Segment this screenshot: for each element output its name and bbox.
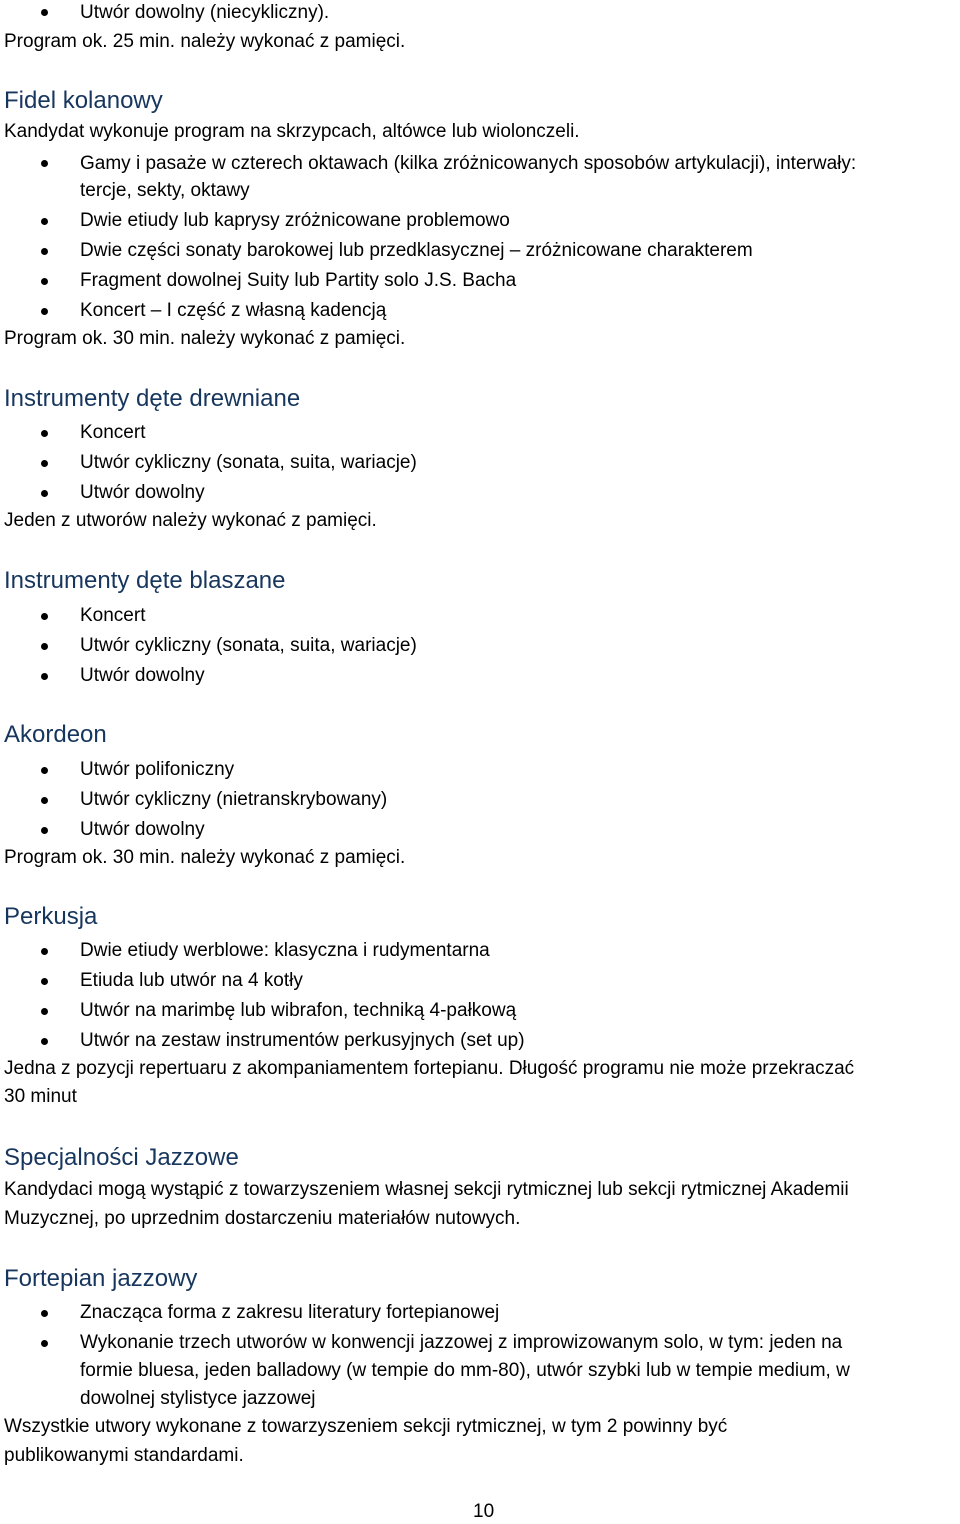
section-heading: Fidel kolanowy xyxy=(4,87,163,114)
list-item: Koncert – I część z własną kadencją xyxy=(80,300,387,321)
list-item: Znacząca forma z zakresu literatury fortepianowej xyxy=(80,1302,500,1323)
list-item: Gamy i pasaże w czterech oktawach (kilka zróżnicowanych sposobów artykulacji), interwały: xyxy=(80,153,857,174)
list-item: Dwie części sonaty barokowej lub przedklasycznej – zróżnicowane charakterem xyxy=(80,240,753,261)
bullet-icon xyxy=(41,767,48,774)
bullet-icon xyxy=(41,1008,48,1015)
paragraph-line: Kandydaci mogą wystąpić z towarzyszeniem własnej sekcji rytmicznej lub sekcji rytmicznej Akademii xyxy=(4,1179,849,1200)
list-item: Fragment dowolnej Suity lub Partity solo J.S. Bacha xyxy=(80,270,517,291)
list-item-continuation: tercje, sekty, oktawy xyxy=(80,180,250,201)
program-note: Program ok. 30 min. należy wykonać z pamięci. xyxy=(4,847,406,868)
program-note: Jedna z pozycji repertuaru z akompaniamentem fortepianu. Długość programu nie może przekraczać xyxy=(4,1058,855,1079)
bullet-icon xyxy=(41,308,48,315)
list-item: Utwór dowolny xyxy=(80,482,205,503)
list-item-continuation: dowolnej stylistyce jazzowej xyxy=(80,1388,316,1409)
bullet-icon xyxy=(41,218,48,225)
list-item: Utwór na marimbę lub wibrafon, techniką 4-pałkową xyxy=(80,1000,517,1021)
bullet-icon xyxy=(41,460,48,467)
bullet-icon xyxy=(41,1310,48,1317)
list-item: Koncert xyxy=(80,422,146,443)
program-note: Program ok. 25 min. należy wykonać z pamięci. xyxy=(4,31,406,52)
paragraph-line: Muzycznej, po uprzednim dostarczeniu materiałów nutowych. xyxy=(4,1208,521,1229)
bullet-icon xyxy=(41,278,48,285)
program-note-continuation: 30 minut xyxy=(4,1086,77,1107)
list-item: Dwie etiudy lub kaprysy zróżnicowane problemowo xyxy=(80,210,510,231)
bullet-icon xyxy=(41,827,48,834)
list-item: Utwór cykliczny (sonata, suita, wariacje) xyxy=(80,452,417,473)
bullet-icon xyxy=(41,797,48,804)
bullet-icon xyxy=(41,160,48,167)
list-item: Utwór dowolny (niecykliczny). xyxy=(80,2,330,23)
bullet-icon xyxy=(41,948,48,955)
page-number: 10 xyxy=(473,1501,495,1522)
bullet-icon xyxy=(41,248,48,255)
list-item: Utwór cykliczny (sonata, suita, wariacje) xyxy=(80,635,417,656)
bullet-icon xyxy=(41,613,48,620)
list-item: Koncert xyxy=(80,605,146,626)
bullet-icon xyxy=(41,978,48,985)
list-item: Utwór na zestaw instrumentów perkusyjnych (set up) xyxy=(80,1030,525,1051)
section-intro: Kandydat wykonuje program na skrzypcach, altówce lub wiolonczeli. xyxy=(4,121,580,142)
list-item: Dwie etiudy werblowe: klasyczna i rudymentarna xyxy=(80,940,490,961)
bullet-icon xyxy=(41,1340,48,1347)
program-note: Wszystkie utwory wykonane z towarzyszeniem sekcji rytmicznej, w tym 2 powinny być xyxy=(4,1416,728,1437)
section-heading: Instrumenty dęte drewniane xyxy=(4,385,301,412)
program-note: Jeden z utworów należy wykonać z pamięci. xyxy=(4,510,377,531)
bullet-icon xyxy=(41,1038,48,1045)
list-item: Wykonanie trzech utworów w konwencji jazzowej z improwizowanym solo, w tym: jeden na xyxy=(80,1332,843,1353)
section-heading: Akordeon xyxy=(4,721,107,748)
section-heading: Instrumenty dęte blaszane xyxy=(4,567,286,594)
section-heading: Fortepian jazzowy xyxy=(4,1265,198,1292)
bullet-icon xyxy=(41,490,48,497)
program-note: Program ok. 30 min. należy wykonać z pamięci. xyxy=(4,328,406,349)
list-item: Utwór dowolny xyxy=(80,665,205,686)
list-item: Utwór dowolny xyxy=(80,819,205,840)
bullet-icon xyxy=(41,643,48,650)
bullet-icon xyxy=(41,430,48,437)
section-heading: Specjalności Jazzowe xyxy=(4,1144,239,1171)
bullet-icon xyxy=(41,673,48,680)
list-item: Utwór cykliczny (nietranskrybowany) xyxy=(80,789,388,810)
list-item: Etiuda lub utwór na 4 kotły xyxy=(80,970,303,991)
list-item-continuation: formie bluesa, jeden balladowy (w tempie do mm-80), utwór szybki lub w tempie medium, w xyxy=(80,1360,850,1381)
list-item: Utwór polifoniczny xyxy=(80,759,235,780)
bullet-icon xyxy=(41,9,48,16)
section-heading: Perkusja xyxy=(4,903,98,930)
program-note-continuation: publikowanymi standardami. xyxy=(4,1445,244,1466)
